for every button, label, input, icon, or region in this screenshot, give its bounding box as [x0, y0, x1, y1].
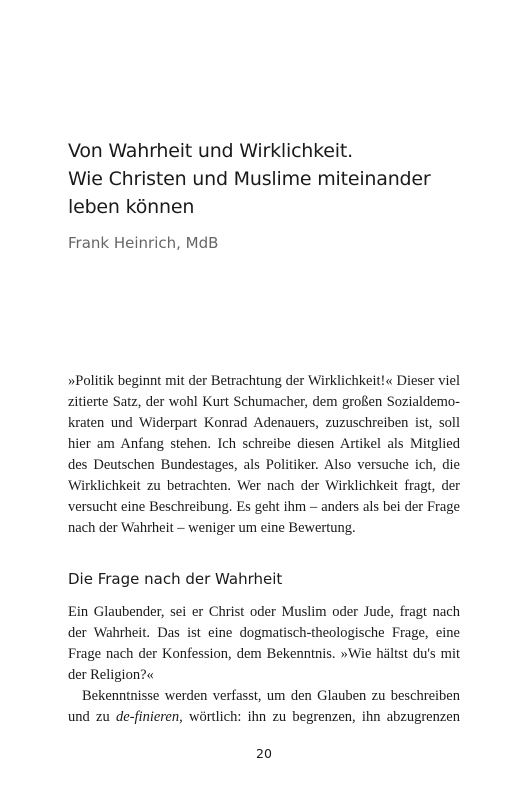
text-run: , wörtlich: ihn zu begrenzen, ihn abzugrenzen — [179, 709, 460, 725]
text-line: nach der Wahrheit – weniger um eine Bewertung. — [68, 520, 356, 536]
chapter-title — [68, 137, 468, 221]
text-run: und zu — [68, 709, 117, 725]
text-line: Frage nach der Konfession, dem Bekenntnis. »Wie hältst du's mit — [68, 646, 460, 662]
intro-paragraph — [68, 371, 460, 539]
page-number: 20 — [256, 746, 272, 761]
text-line: der Wahrheit. Das ist eine dogmatisch-theologische Frage, eine — [68, 625, 460, 641]
title-line: leben können — [68, 196, 195, 218]
section-heading: Die Frage nach der Wahrheit — [68, 570, 283, 588]
title-line: Von Wahrheit und Wirklichkeit. — [68, 140, 353, 162]
section-paragraph — [68, 602, 460, 728]
text-line: Bekenntnisse werden verfasst, um den Glauben zu beschreiben — [82, 688, 460, 704]
text-line-with-emphasis — [68, 707, 460, 728]
text-line: des Deutschen Bundestages, als Politiker. Also versuche ich, die — [68, 457, 460, 473]
text-line: Wirklichkeit zu betrachten. Wer nach der Wirklichkeit fragt, der — [68, 478, 460, 494]
text-line: der Religion?« — [68, 667, 154, 683]
text-line: hier am Anfang stehen. Ich schreibe diesen Artikel als Mitglied — [68, 436, 460, 452]
text-line: »Politik beginnt mit der Betrachtung der Wirklichkeit!« Dieser viel — [68, 373, 460, 389]
chapter-author: Frank Heinrich, MdB — [68, 234, 219, 252]
text-line: kraten und Widerpart Konrad Adenauers, zuzuschreiben ist, soll — [68, 415, 460, 431]
text-line: Ein Glaubender, sei er Christ oder Muslim oder Jude, fragt nach — [68, 604, 460, 620]
text-line: zitierte Satz, der wohl Kurt Schumacher, dem großen Sozialdemo- — [68, 394, 460, 410]
book-page — [68, 0, 460, 800]
title-line: Wie Christen und Muslime miteinander — [68, 168, 431, 190]
text-line: versucht eine Beschreibung. Es geht ihm – anders als bei der Frage — [68, 499, 460, 515]
emphasized-word: de-finieren — [116, 709, 180, 725]
